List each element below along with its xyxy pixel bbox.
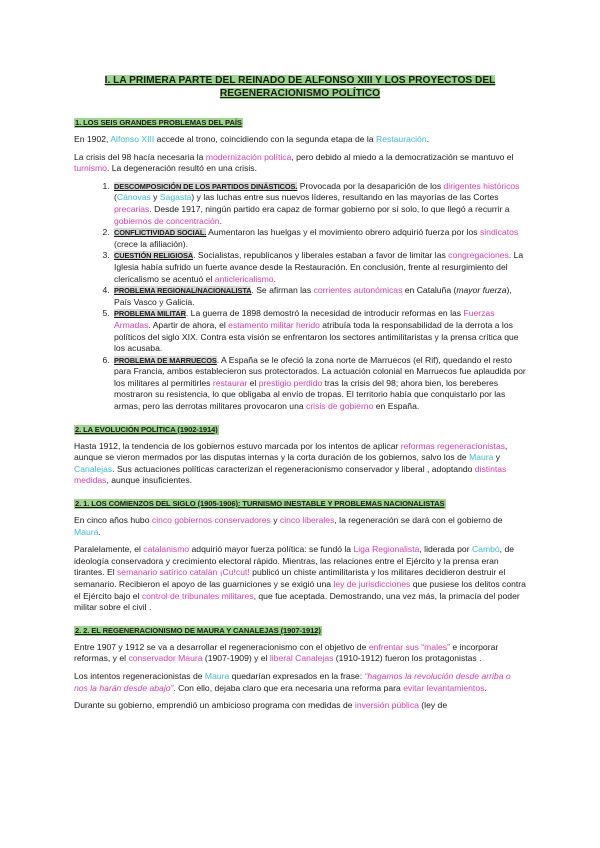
text-run: adquirió mayor fuerza política: se fundó la	[189, 544, 354, 555]
text-run: , liderada por	[419, 544, 472, 555]
highlighted-text: gobiernos de concentración	[114, 215, 220, 226]
text-run: en España.	[373, 401, 420, 412]
list-item	[112, 355, 526, 413]
highlighted-text: PROBLEMA DE MARRUECOS	[114, 355, 217, 365]
text-run: .	[484, 682, 487, 693]
list-item	[112, 285, 526, 308]
highlighted-text: inversión pública	[354, 700, 419, 711]
highlighted-text: “hagamos la revolución desde arriba o nos la harán desde abajo”	[74, 670, 511, 693]
section-heading: 2. 2. EL REGENERACIONISMO DE MAURA Y CANALEJAS (1907-1912)	[75, 625, 321, 635]
list-item	[112, 227, 526, 250]
text-run: (1910-1912) fueron los protagonistas .	[333, 653, 482, 664]
highlighted-text: corrientes autonómicas	[313, 285, 403, 296]
highlighted-text: liberal Canalejas	[269, 653, 334, 664]
list-item	[112, 250, 526, 285]
text-run: (	[114, 192, 117, 203]
section-heading: 1. LOS SEIS GRANDES PROBLEMAS DEL PAÍS	[75, 118, 242, 127]
text-run: Provocada por la desaparición de los	[297, 180, 444, 191]
paragraph	[74, 642, 526, 665]
paragraph	[74, 515, 526, 538]
text-run: , pero debido al miedo a la democratización se mantuvo el	[291, 151, 514, 162]
highlighted-text: semanario satírico catalán ¡Cu!cut!	[117, 567, 250, 578]
highlighted-text: reformas regeneracionistas	[400, 440, 505, 451]
highlighted-text: DESCOMPOSICIÓN DE LOS PARTIDOS DINÁSTICOS.	[114, 181, 298, 191]
text-run: Durante su gobierno, emprendió un ambicioso programa con medidas de	[74, 700, 355, 711]
highlighted-text: cinco gobiernos conservadores	[151, 515, 271, 526]
list-item	[112, 181, 526, 227]
text-run: , de ideología conservadora y crecimiento electoral rápido. Mientras, las relaciones entre el Ejército y la prensa eran tirantes. El	[74, 544, 515, 578]
paragraph	[74, 441, 526, 487]
page-title: I. LA PRIMERA PARTE DEL REINADO DE ALFONSO XIII Y LOS PROYECTOS DEL REGENERACIONISMO POLÍTICO	[104, 75, 496, 99]
highlighted-text: cinco liberales	[279, 515, 335, 526]
highlighted-text: ley de jurisdicciones	[333, 579, 411, 589]
text-run: atribuía toda la responsabilidad de la derrota a los políticos del siglo XIX. Contra esta visión se enfrentaron los sectores antimilitaristas y la prensa crítica que los acusaba.	[114, 319, 519, 354]
highlighted-text: Alfonso XIII	[110, 134, 155, 144]
text-run: , aunque insuficientes.	[106, 475, 193, 486]
text-run: , que fue aceptada. Demostrando, una vez más, la primacía del poder militar sobre el civil .	[74, 590, 520, 613]
highlighted-text: Liga Regionalista	[353, 544, 420, 555]
text-run: , la regeneración se dará con el gobierno de	[334, 515, 503, 526]
highlighted-text: control de tribunales militares	[141, 590, 254, 601]
paragraph	[74, 671, 526, 694]
text-run: y	[493, 452, 501, 463]
text-run: . A España se le ofeció la zona norte de Marruecos (el Rif), quedando el resto para Francia, ambos establecieron sus protectorados. La actuación colonial en Marruecos fue aplaudida por los militares al permitirles	[114, 354, 526, 388]
text-run: .	[426, 134, 430, 144]
highlighted-text: conservador Maura	[128, 653, 203, 664]
text-run: y	[270, 515, 280, 526]
text-run: , aunque se vieron mermados por las disputas internas y la corta duración de los gobiernos, salvo los de	[74, 440, 508, 463]
highlighted-text: dirigentes históricos	[443, 180, 520, 191]
highlighted-text: distintas medidas	[74, 463, 507, 486]
text-run: .	[98, 526, 101, 537]
text-run: . La guerra de 1898 demostró la necesidad de introducir reformas en las	[185, 308, 464, 319]
highlighted-text: Maura	[74, 526, 99, 537]
highlighted-text: Cánovas	[116, 192, 151, 203]
text-run: (1907-1909) y el	[202, 653, 270, 664]
text-run: Los intentos regeneracionistas de	[74, 670, 205, 681]
text-run: La crisis del 98 hacía necesaria la	[74, 151, 206, 162]
text-run: En 1902,	[74, 134, 111, 144]
text-run: accede al trono, coincidiendo con la segunda etapa de la	[154, 134, 376, 144]
highlighted-text: CUESTIÓN RELIGIOSA	[114, 251, 194, 261]
text-run: . Con ello, dejaba claro que era necesaria una reforma para	[173, 682, 404, 693]
text-run: (ley de	[418, 700, 448, 711]
highlighted-text: crisis de gobierno	[306, 401, 374, 412]
text-run: . Se afirman las	[251, 285, 314, 296]
text-run: . La degeneración resultó en una crisis.	[106, 163, 257, 174]
text-run: .	[273, 273, 276, 284]
text-run: en Cataluña (	[402, 285, 457, 296]
paragraph	[74, 700, 526, 712]
highlighted-text: Cambó	[471, 544, 500, 555]
text-run: En cinco años hubo	[74, 515, 152, 526]
highlighted-text: PROBLEMA MILITAR	[114, 309, 186, 319]
highlighted-text: catalanismo	[143, 544, 190, 555]
highlighted-text: sindicatos	[479, 227, 519, 238]
text-run: . Apartir de ahora, el	[148, 319, 229, 330]
paragraph	[74, 544, 526, 614]
text-run: . Desde 1917, ningún partido era capaz de formar gobierno por sí solo, lo que llegó a recurrir a	[149, 203, 510, 214]
highlighted-text: anticlericalismo	[214, 273, 274, 284]
highlighted-text: estamento militar herido	[228, 319, 320, 330]
text-run: Paralelamente, el	[74, 544, 144, 555]
text-run: Hasta 1912, la tendencia de los gobiernos estuvo marcada por los intentos de aplicar	[74, 440, 401, 451]
text-run: .	[219, 215, 222, 226]
text-run: Entre 1907 y 1912 se va a desarrollar el regeneracionismo con el objetivo de	[74, 641, 369, 652]
highlighted-text: restaurar	[212, 377, 248, 388]
highlighted-text: Maura	[204, 670, 230, 681]
text-run: (crece la afiliación).	[114, 238, 189, 249]
section-2-2	[74, 620, 526, 712]
highlighted-text: Sagasta	[159, 192, 192, 203]
highlighted-text: Canalejas	[74, 463, 113, 474]
highlighted-text: prestigio perdido	[258, 377, 323, 388]
text-run: y	[150, 192, 160, 203]
text-run: . La Iglesia había sufrido un fuerte avance desde la Restauración. En conclusión, frente al resurgimiento del clericalismo se acentuó el	[114, 250, 524, 284]
section-1	[74, 112, 526, 413]
text-run: tras la crisis del 98; ahora bien, los bereberes mostraron su resistencia, lo que obligaba al envío de tropas. El territorio había que conquistarlo por las armas, pero las derrotas militares provocaron una	[114, 377, 506, 412]
section-heading: 2. 1. LOS COMIENZOS DEL SIGLO (1905-1906): TURNISMO INESTABLE Y PROBLEMAS NACIONALISTAS	[75, 499, 445, 509]
highlighted-text: Restauración	[375, 134, 427, 144]
highlighted-text: modernización política	[205, 151, 292, 162]
list-item	[112, 308, 526, 354]
highlighted-text: PROBLEMA REGIONAL/NACIONALISTA	[114, 286, 252, 296]
text-run: que pusiese los delitos contra el Ejército bajo el	[74, 579, 526, 601]
highlighted-text: enfrentar sus “males”	[368, 641, 450, 652]
text-run: . Sus actuaciones políticas caracterizan el regeneracionismo conservador y liberal , adoptando	[112, 463, 475, 474]
highlighted-text: CONFLICTIVIDAD SOCIAL.	[114, 228, 207, 238]
section-2-1	[74, 493, 526, 614]
text-run: . Socialistas, republicanos y liberales estaban a favor de limitar las	[193, 250, 449, 261]
text-run: quedarían expresados en la frase:	[229, 670, 365, 681]
section-heading: 2. LA EVOLUCIÓN POLÍTICA (1902-1914)	[75, 424, 218, 434]
highlighted-text: congregaciones	[448, 250, 509, 261]
highlighted-text: Maura	[469, 452, 494, 463]
paragraph	[74, 152, 526, 175]
problems-list	[74, 181, 526, 413]
highlighted-text: Fuerzas Armadas	[114, 308, 495, 330]
highlighted-text: turnismo	[74, 163, 107, 174]
text-run: publicó un chiste antimilitarista y los militares decidieron destruir el semanario. Recibieron el apoyo de las guarniciones y se exigió una	[74, 567, 506, 589]
section-2	[74, 419, 526, 487]
highlighted-text: precarias	[114, 203, 150, 214]
paragraph	[74, 134, 526, 146]
text-run: Aumentaron las huelgas y el movimiento obrero adquirió fuerza por los	[206, 227, 480, 238]
text-run: el	[247, 377, 259, 388]
highlighted-text: mayor fuerza	[456, 285, 507, 296]
text-run: e incorporar reformas, y el	[74, 641, 499, 664]
highlighted-text: evitar levantamientos	[403, 682, 485, 693]
text-run: ) y las luchas entre sus nuevos líderes, resultando en las mayorías de las Cortes	[191, 192, 499, 203]
text-run: ), País Vasco y Galicia.	[114, 285, 512, 307]
